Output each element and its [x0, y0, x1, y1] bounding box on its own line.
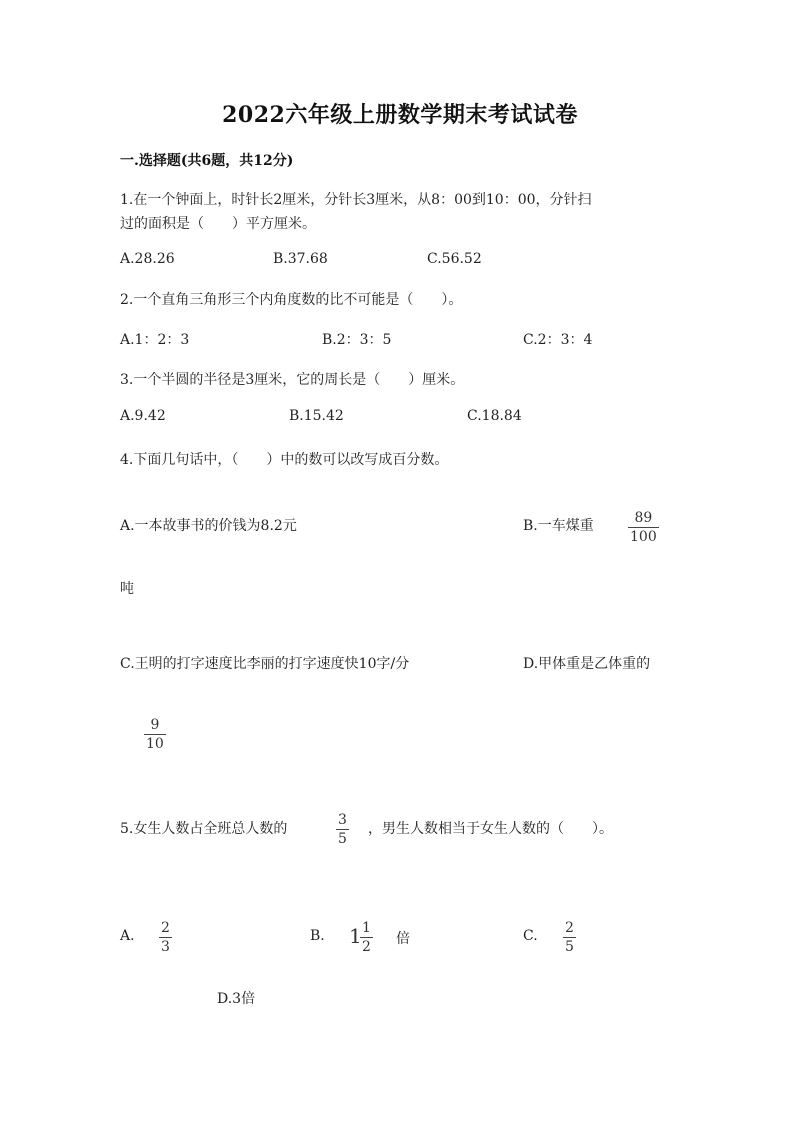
question-5-option-b-label[interactable]: B.	[310, 928, 325, 944]
fraction-bar	[159, 937, 172, 938]
question-4-option-d-fraction	[144, 717, 166, 752]
question-5-suffix: ，男生人数相当于女生人数的（ ）。	[368, 821, 613, 837]
question-3-option-c[interactable]: C.18.84	[467, 408, 522, 424]
question-5-option-b-unit: 倍	[396, 931, 410, 947]
question-4-text: 4.下面几句话中，（ ）中的数可以改写成百分数。	[120, 452, 449, 468]
question-5-prefix: 5.女生人数占全班总人数的	[120, 821, 288, 837]
question-5-fraction	[336, 812, 349, 847]
question-1-option-a[interactable]: A.28.26	[120, 251, 175, 267]
fraction-numerator: 3	[338, 812, 347, 828]
fraction-bar	[628, 527, 659, 528]
section-heading: 一.选择题(共6题，共12分)	[120, 153, 294, 169]
question-3-option-b[interactable]: B.15.42	[289, 408, 344, 424]
fraction-denominator: 2	[362, 939, 371, 955]
question-2-option-a[interactable]: A.1：2：3	[120, 332, 190, 348]
fraction-numerator: 89	[634, 510, 653, 526]
fraction-numerator: 2	[565, 920, 574, 936]
question-3-text: 3.一个半圆的半径是3厘米，它的周长是（ ）厘米。	[120, 372, 465, 388]
fraction-bar	[360, 937, 373, 938]
question-1-line-1: 1.在一个钟面上，时针长2厘米，分针长3厘米，从8：00到10：00，分针扫	[120, 192, 592, 208]
question-4-option-b-unit: 吨	[120, 581, 134, 597]
fraction-bar	[336, 829, 349, 830]
question-4-option-d[interactable]: D.甲体重是乙体重的	[523, 656, 651, 672]
fraction-bar	[144, 734, 166, 735]
question-1-line-2: 过的面积是（ ）平方厘米。	[120, 216, 316, 232]
question-5-option-c-label[interactable]: C.	[523, 928, 538, 944]
fraction-numerator: 1	[362, 920, 371, 936]
question-5-option-c-fraction	[563, 920, 576, 955]
page-title: 2022六年级上册数学期末考试试卷	[222, 102, 578, 128]
question-5-option-a-label[interactable]: A.	[120, 928, 135, 944]
fraction-denominator: 3	[161, 939, 170, 955]
fraction-bar	[563, 937, 576, 938]
fraction-denominator: 100	[630, 529, 657, 545]
question-2-option-c[interactable]: C.2：3：4	[523, 332, 593, 348]
question-4-option-a[interactable]: A.一本故事书的价钱为8.2元	[120, 518, 297, 534]
fraction-numerator: 2	[161, 920, 170, 936]
question-5-option-a-fraction	[159, 920, 172, 955]
question-2-option-b[interactable]: B.2：3：5	[322, 332, 392, 348]
fraction-denominator: 5	[338, 831, 347, 847]
question-5-option-b-whole: 1	[349, 924, 362, 948]
question-4-option-c[interactable]: C.王明的打字速度比李丽的打字速度快10字/分	[120, 656, 410, 672]
question-1-option-b[interactable]: B.37.68	[273, 251, 328, 267]
question-1-option-c[interactable]: C.56.52	[427, 251, 482, 267]
fraction-denominator: 5	[565, 939, 574, 955]
question-4-option-b-fraction	[628, 510, 659, 545]
question-5-option-b-fraction	[360, 920, 373, 955]
fraction-numerator: 9	[150, 717, 160, 733]
question-4-option-b[interactable]: B.一车煤重	[523, 518, 594, 534]
fraction-denominator: 10	[146, 736, 164, 752]
question-5-option-d[interactable]: D.3倍	[217, 991, 256, 1007]
question-2-text: 2.一个直角三角形三个内角度数的比不可能是（ ）。	[120, 292, 463, 308]
question-3-option-a[interactable]: A.9.42	[120, 408, 166, 424]
